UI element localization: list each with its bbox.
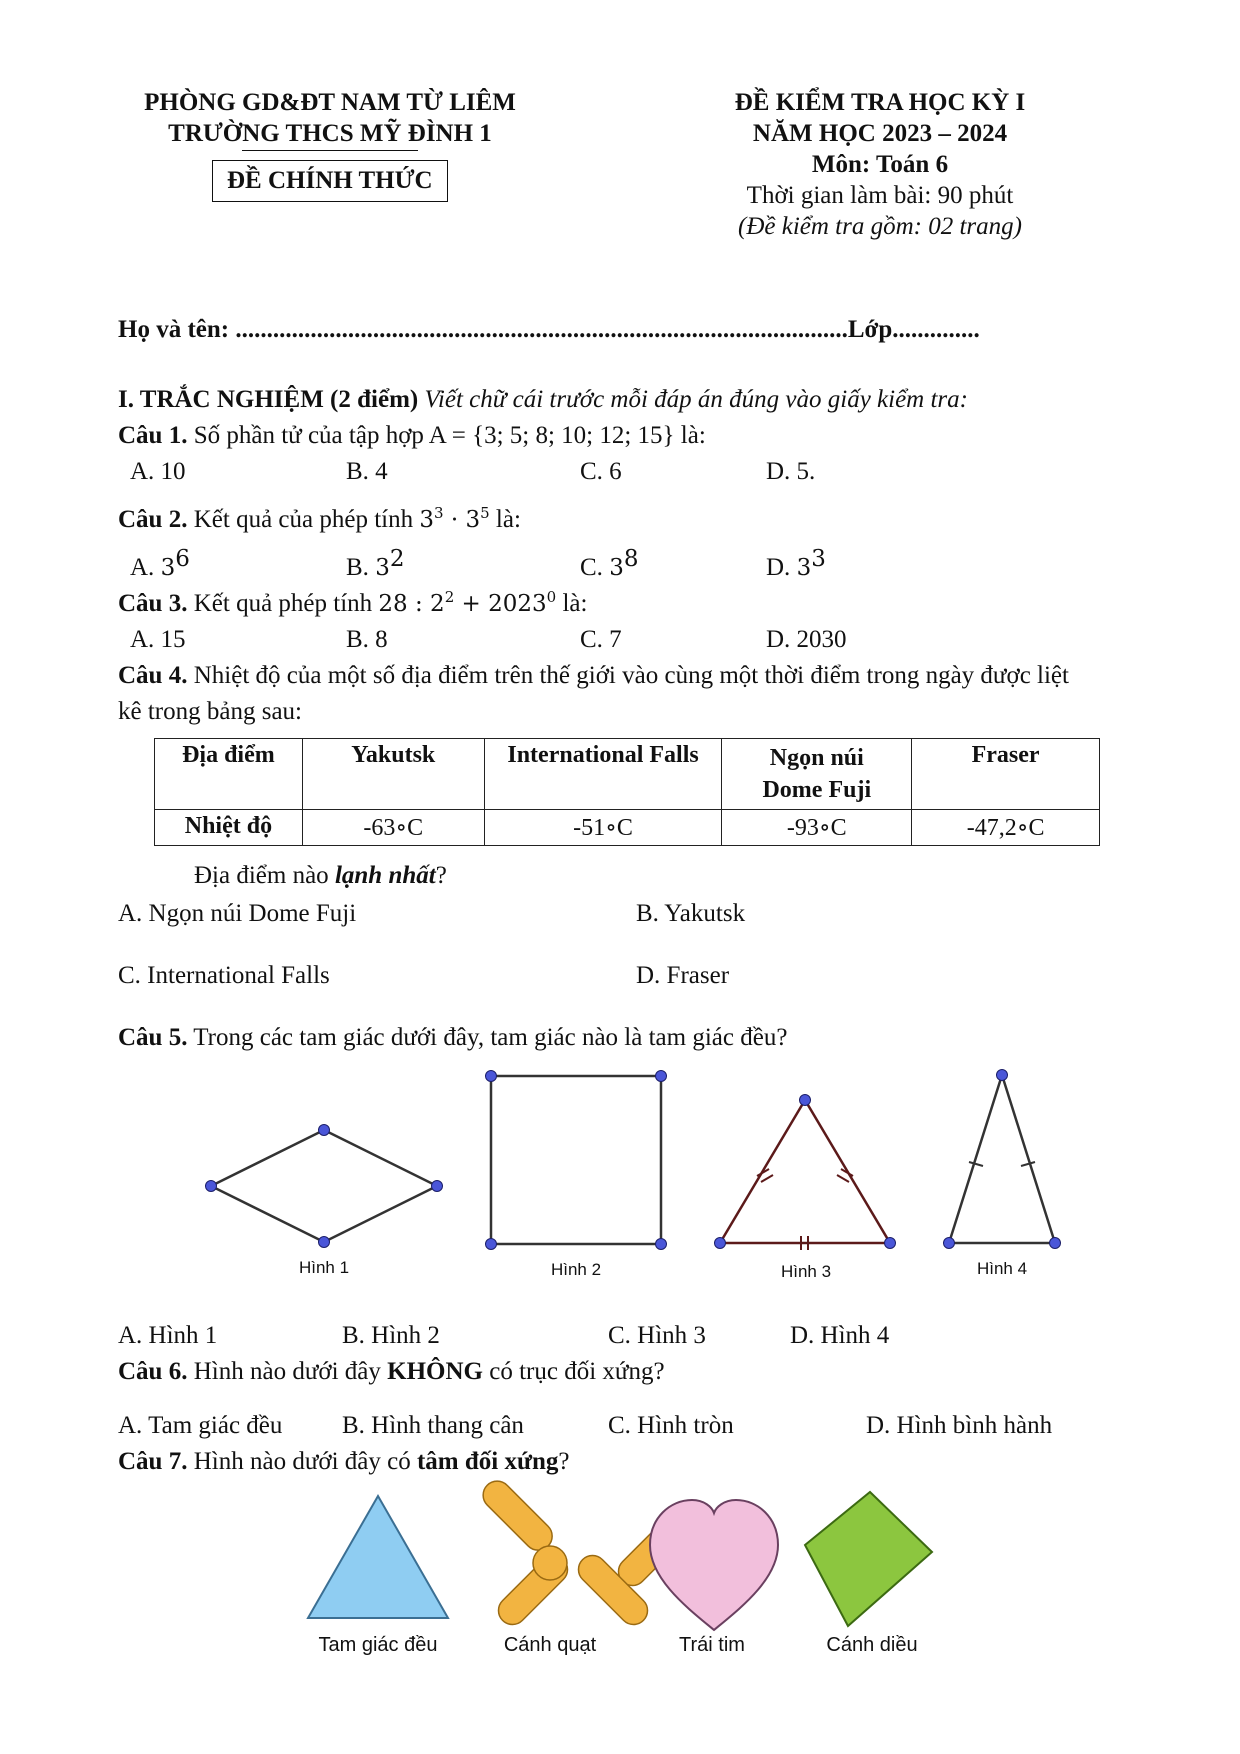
q7-stem: Câu 7. Hình nào dưới đây có tâm đối xứng? [118,1448,570,1475]
subject: Môn: Toán 6 [811,151,949,178]
figure3-label: Hình 3 [780,1262,832,1281]
q7-figure-label-fan: Cánh quạt [503,1634,597,1656]
figure-point [486,1071,497,1082]
time-limit: Thời gian làm bài: 90 phút [746,182,1014,209]
figure-point [319,1125,330,1136]
class-dots[interactable]: .............. [892,316,980,343]
q4-label: Câu 4. [118,662,188,689]
q6-option-c: C. Hình tròn [608,1412,734,1439]
q4-option-b: B. Yakutsk [636,900,746,927]
figure-point [944,1238,955,1249]
table-header-cell: International Falls [484,739,722,810]
q2-option-c: C. $3^8$ [580,546,639,581]
q7-figure-label-triangle: Tam giác đều [318,1634,438,1656]
q6-option-b: B. Hình thang cân [342,1412,524,1439]
figure4-triangle [949,1075,1055,1243]
q2-text-after: là: [489,506,521,533]
figure3-triangle [720,1100,890,1243]
q3-option-c: C. 7 [580,626,622,653]
name-label: Họ và tên: [118,316,236,343]
figure-point [656,1071,667,1082]
q7-figure-label-kite: Cánh diều [826,1634,918,1656]
q3-option-d: D. 2030 [766,626,847,653]
q1-option-d: D. 5. [766,458,816,485]
q7-label: Câu 7. [118,1448,188,1475]
q4-stem-line2: kê trong bảng sau: [118,698,302,725]
table-cell: -63∘C [302,810,484,846]
q3-option-b: B. 8 [346,626,388,653]
q3-text-before: Kết quả phép tính [187,590,379,617]
q6-option-d: D. Hình bình hành [866,1412,1053,1439]
figure-point [1050,1238,1061,1249]
q2-expression: $3^3 \cdot 3^5$ [419,504,490,533]
q1-option-c: C. 6 [580,458,622,485]
figure-point [715,1238,726,1249]
figure-point [885,1238,896,1249]
section-title: I. TRẮC NGHIỆM (2 điểm) [118,386,419,413]
figure-point [800,1095,811,1106]
q1-label: Câu 1. [118,422,188,449]
q4-option-c: C. International Falls [118,962,330,989]
q4-option-a: A. Ngọn núi Dome Fuji [118,900,357,927]
q1-option-a: A. 10 [130,458,186,485]
exam-title: ĐỀ KIỂM TRA HỌC KỲ I [734,89,1026,116]
table-header-cell: Địa điểm [155,739,303,810]
figure2-label: Hình 2 [550,1260,602,1279]
department-name: PHÒNG GD&ĐT NAM TỪ LIÊM [144,89,516,116]
figure-point [319,1237,330,1248]
figure3-tick [761,1175,773,1182]
q2-text-before: Kết quả của phép tính [187,506,420,533]
q5-text: Trong các tam giác dưới đây, tam giác nào là tam giác đều? [187,1024,788,1051]
school-name: TRƯỜNG THCS MỸ ĐÌNH 1 [168,120,492,147]
table-cell: -51∘C [484,810,722,846]
q3-label: Câu 3. [118,590,188,617]
table-header-cell: Ngọn núi Dome Fuji [722,739,912,810]
table-header-cell: Fraser [912,739,1100,810]
q5-label: Câu 5. [118,1024,188,1051]
figure-point [206,1181,217,1192]
q6-label: Câu 6. [118,1358,188,1385]
q3-text-after: là: [556,590,588,617]
q2-label: Câu 2. [118,506,188,533]
figure-point [432,1181,443,1192]
q5-option-d: D. Hình 4 [790,1322,890,1349]
q7-figure-label-heart: Trái tim [679,1634,745,1656]
q3-option-a: A. 15 [130,626,186,653]
figure1-label: Hình 1 [298,1258,350,1277]
class-label: Lớp [847,316,893,343]
q6-option-a: A. Tam giác đều [118,1412,283,1439]
figure-point [486,1239,497,1250]
q4-question: Địa điểm nào lạnh nhất? [194,862,447,889]
figure3-tick [837,1175,849,1182]
official-box: ĐỀ CHÍNH THỨC [212,160,448,202]
q1-option-b: B. 4 [346,458,388,485]
figure4-label: Hình 4 [976,1259,1028,1278]
q2-option-b: B. $3^2$ [346,546,405,581]
q4-text-line1: Nhiệt độ của một số địa điểm trên thế giới vào cùng một thời điểm trong ngày được liệt [187,662,1069,689]
table-header-cell: Yakutsk [302,739,484,810]
table-cell: -47,2∘C [912,810,1100,846]
table-cell: Nhiệt độ [155,810,303,846]
figure4-tick [1021,1162,1035,1166]
figure2-square [491,1076,661,1244]
heart-shape [650,1500,778,1630]
figure1-rhombus [211,1130,437,1242]
figure-point [656,1239,667,1250]
pages-note: (Đề kiểm tra gồm: 02 trang) [738,213,1022,240]
name-dots[interactable]: .................................................................................................. [235,316,848,343]
q2-option-d: D. $3^3$ [766,546,826,581]
q1-text: Số phần tử của tập hợp A = {3; 5; 8; 10; 12; 15} là: [187,422,706,449]
school-year: NĂM HỌC 2023 – 2024 [752,120,1008,147]
q6-stem: Câu 6. Hình nào dưới đây KHÔNG có trục đối xứng? [118,1358,665,1385]
q5-option-a: A. Hình 1 [118,1322,218,1349]
q4-option-d: D. Fraser [636,962,730,989]
figure4-tick [969,1162,983,1166]
table-cell: -93∘C [722,810,912,846]
equilateral-triangle-shape [308,1496,448,1618]
q5-option-c: C. Hình 3 [608,1322,706,1349]
q2-option-a: A. $3^6$ [130,546,190,581]
kite-shape [805,1492,932,1626]
q3-expression: 28 : $2^2 + 2023^0$ [378,588,557,617]
section-instruction: Viết chữ cái trước mỗi đáp án đúng vào giấy kiểm tra: [418,386,968,413]
q5-option-b: B. Hình 2 [342,1322,440,1349]
figure-point [997,1070,1008,1081]
